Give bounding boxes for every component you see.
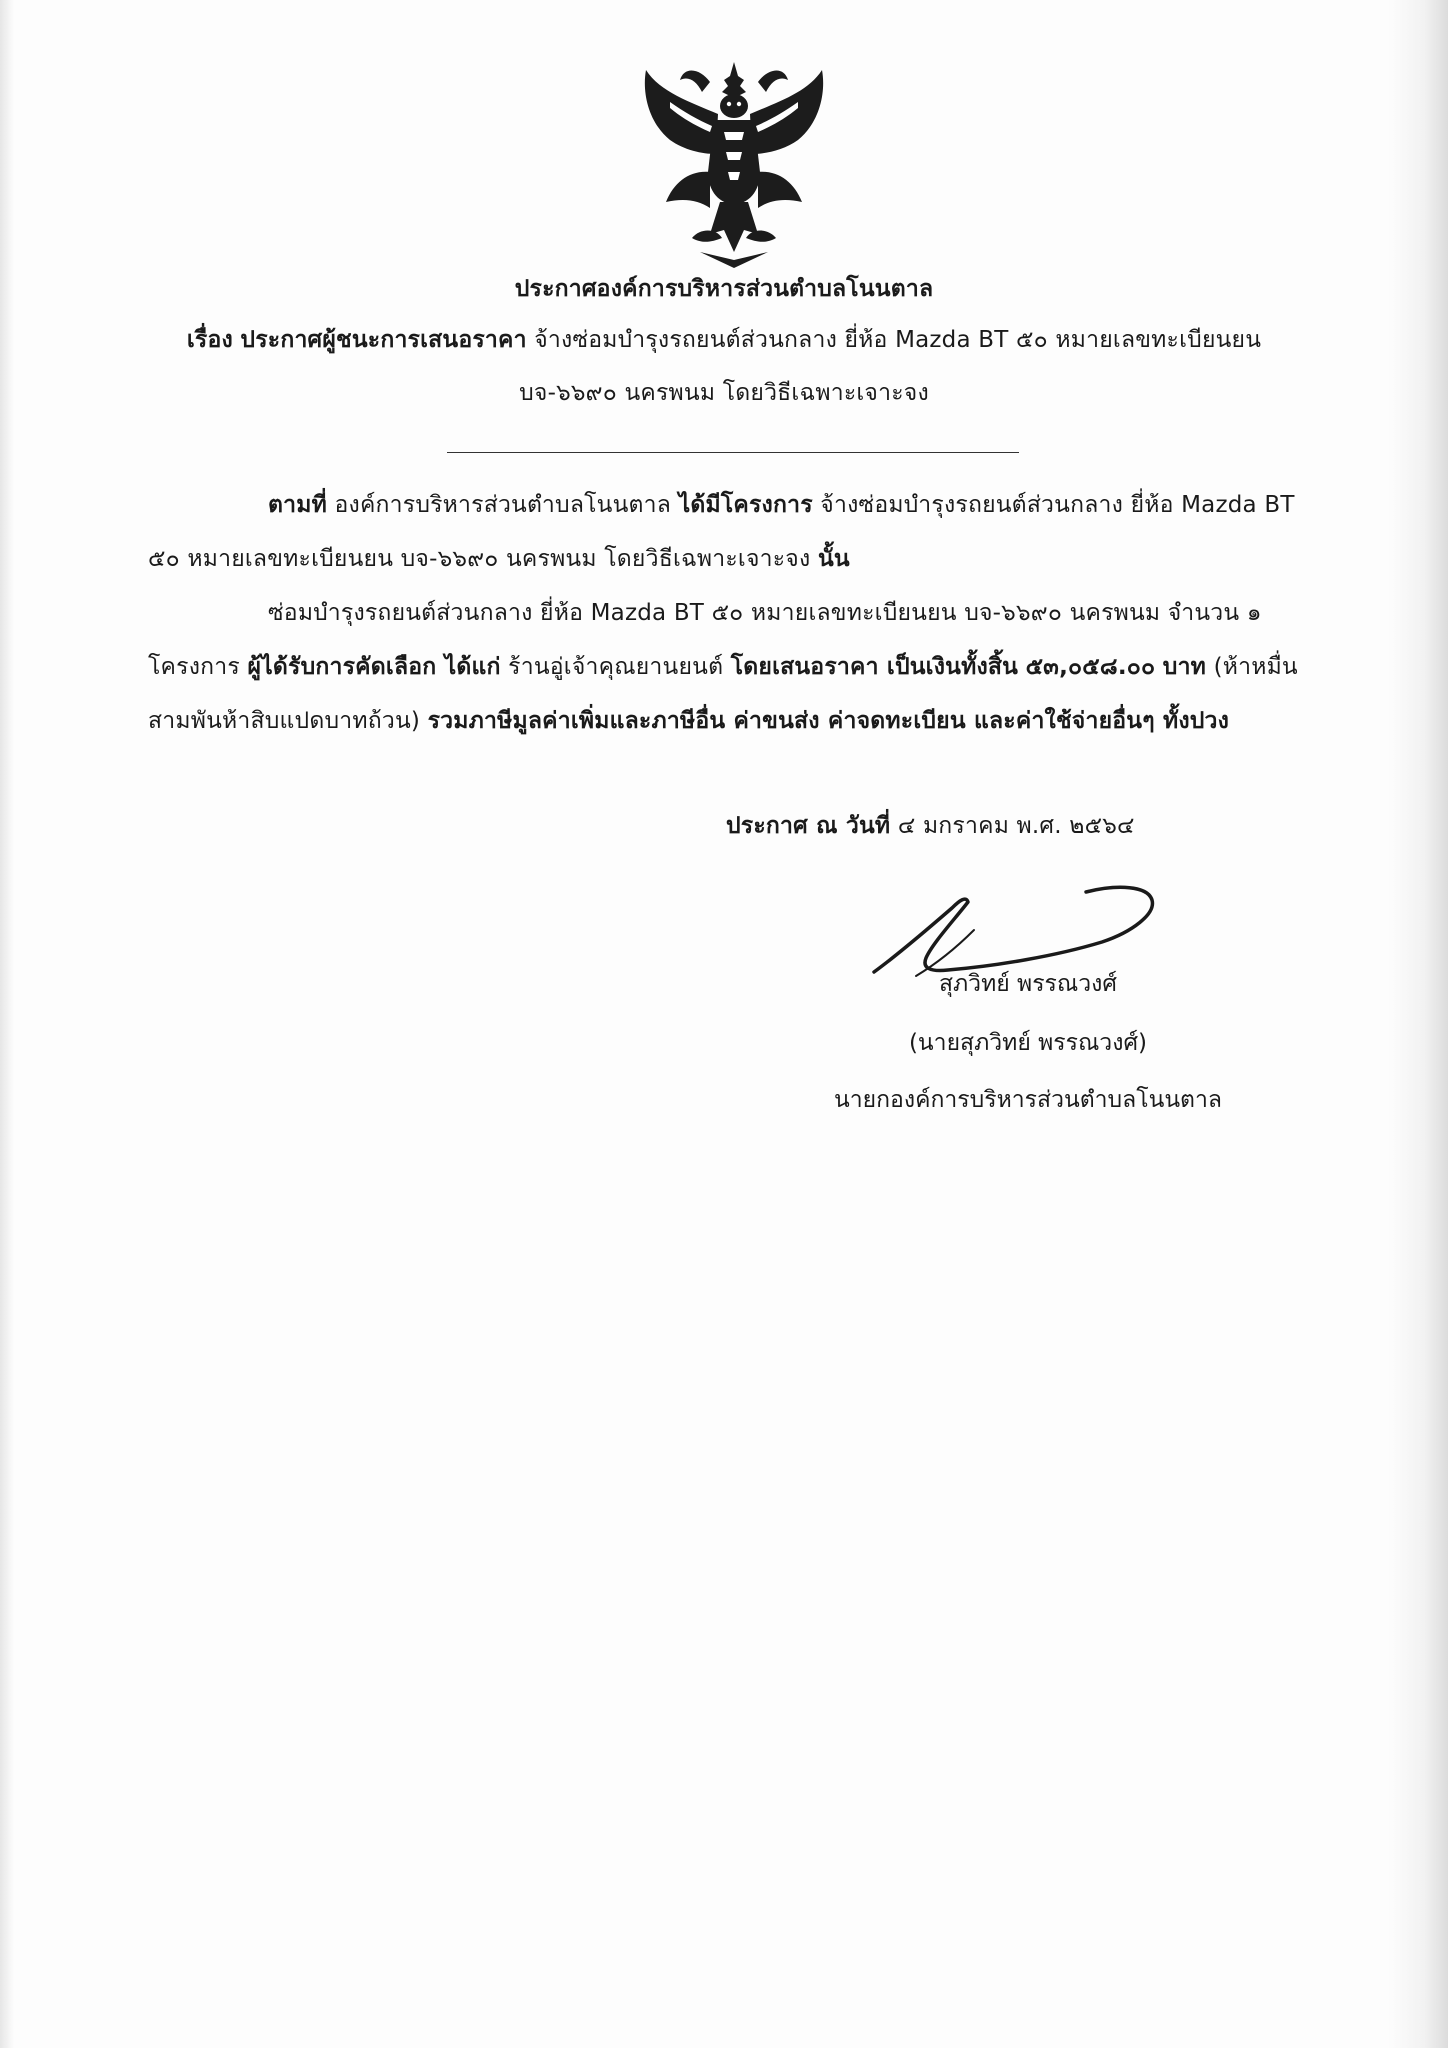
handwritten-signature-icon	[856, 872, 1176, 982]
date-label: ประกาศ ณ วันที่	[726, 813, 891, 839]
paragraph-1-lead: ตามที่	[268, 492, 327, 518]
paragraph-2-amount: ๕๓,๐๕๘.๐๐	[1025, 654, 1156, 680]
paragraph-2-line-1: ซ่อมบำรุงรถยนต์ส่วนกลาง ยี่ห้อ Mazda BT ๕๐ หมายเลขทะเบียนยน บจ-๖๖๙๐ นครพนม จำนวน ๑	[268, 600, 1262, 626]
subject-rest: จ้างซ่อมบำรุงรถยนต์ส่วนกลาง ยี่ห้อ Mazda BT ๕๐ หมายเลขทะเบียนยน	[534, 327, 1262, 353]
paragraph-2-inclusions: รวมภาษีมูลค่าเพิ่มและภาษีอื่น ค่าขนส่ง ค่าจดทะเบียน และค่าใช้จ่ายอื่นๆ ทั้งปวง	[427, 708, 1230, 734]
paragraph-1-line-2-text: ๕๐ หมายเลขทะเบียนยน บจ-๖๖๙๐ นครพนม โดยวิธีเฉพาะเจาะจง	[148, 546, 811, 572]
subject-prefix: เรื่อง	[186, 327, 233, 353]
scan-shadow-right	[1388, 0, 1448, 2048]
paragraph-1-org: องค์การบริหารส่วนตำบลโนนตาล	[334, 492, 672, 518]
announcement-date	[726, 810, 1135, 842]
paragraph-2-selected-label: ผู้ได้รับการคัดเลือก ได้แก่	[247, 654, 501, 680]
paragraph-1-line-1	[268, 489, 1295, 521]
paragraph-1-project: จ้างซ่อมบำรุงรถยนต์ส่วนกลาง ยี่ห้อ Mazda BT	[820, 492, 1295, 518]
date-value: ๔ มกราคม พ.ศ. ๒๕๖๔	[897, 813, 1135, 839]
signer-name: สุภวิทย์ พรรณวงศ์	[938, 971, 1117, 997]
paragraph-2-line-2	[148, 651, 1298, 683]
paragraph-1-end: นั้น	[817, 546, 850, 572]
paragraph-1-line-2	[148, 543, 850, 575]
separator-line	[447, 452, 1019, 453]
signer-full-name: (นายสุภวิทย์ พรรณวงศ์)	[908, 1030, 1148, 1056]
paragraph-1-project-label: ได้มีโครงการ	[678, 492, 813, 518]
paragraph-2-vendor: ร้านอู่เจ้าคุณยานยนต์	[508, 654, 724, 680]
paragraph-2-amount-words-end: สามพันห้าสิบแปดบาทถ้วน)	[148, 708, 421, 734]
paragraph-2-line-3	[148, 705, 1229, 737]
subject-bold: ประกาศผู้ชนะการเสนอราคา	[240, 327, 527, 353]
garuda-emblem-icon	[640, 62, 828, 268]
paragraph-2-price-label: โดยเสนอราคา เป็นเงินทั้งสิ้น	[730, 654, 1019, 680]
subject-line-2: บจ-๖๖๙๐ นครพนม โดยวิธีเฉพาะเจาะจง	[519, 380, 929, 406]
paragraph-2-amount-words-start: (ห้าหมื่น	[1213, 654, 1298, 680]
subject-line-1	[0, 324, 1448, 356]
announcement-title: ประกาศองค์การบริหารส่วนตำบลโนนตาล	[514, 276, 934, 302]
signer-position: นายกองค์การบริหารส่วนตำบลโนนตาล	[833, 1087, 1222, 1113]
paragraph-2-project: โครงการ	[148, 654, 240, 680]
scan-shadow-left	[0, 0, 14, 2048]
paragraph-2-currency: บาท	[1162, 654, 1207, 680]
